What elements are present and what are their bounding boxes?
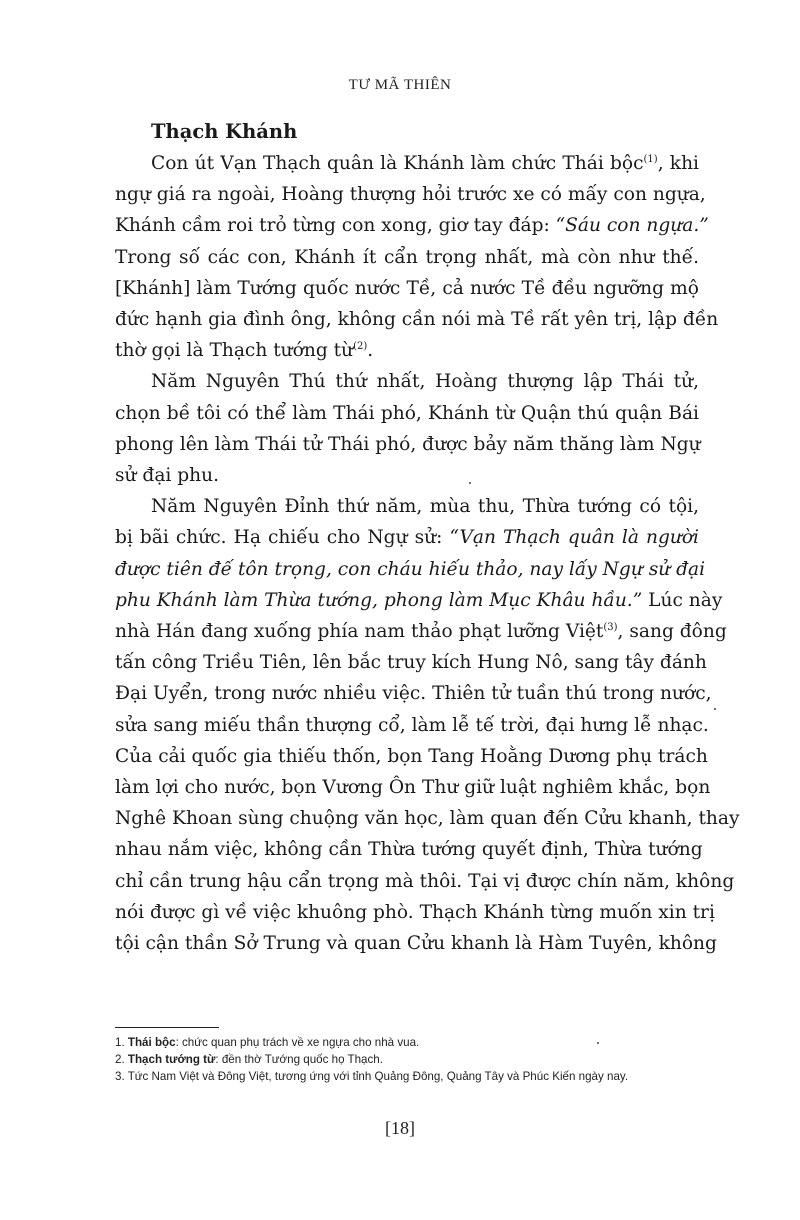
footnote-ref[interactable]: (3) (603, 622, 618, 634)
paragraph (115, 491, 740, 959)
text-line: ngự giá ra ngoài, Hoàng thượng hỏi trước xe có mấy con ngựa, (115, 184, 706, 206)
footnote-term: Thạch tướng từ (127, 1053, 216, 1066)
text-line: làm lợi cho nước, bọn Vương Ôn Thư giữ luật nghiêm khắc, bọn (115, 777, 711, 799)
text-line: đức hạnh gia đình ông, không cần nói mà Tề rất yên trị, lập đền (115, 309, 719, 331)
paragraph (115, 148, 719, 366)
text-line: Nghê Khoan sùng chuộng văn học, làm quan đến Cửu khanh, thay (115, 808, 740, 830)
text-line: nói được gì về việc khuông phò. Thạch Khánh từng muốn xin trị (115, 901, 715, 923)
text-line: nhà Hán đang xuống phía nam thảo phạt lưỡng Việt$^{(3)}$, sang đông (115, 621, 727, 643)
text-line: Đại Uyển, trong nước nhiều việc. Thiên tử tuần thú trong nước, (115, 683, 712, 705)
paragraph (115, 366, 699, 491)
running-head: TƯ MÃ THIÊN (348, 77, 452, 93)
scan-speck (597, 1042, 599, 1044)
footnote: 3. Tức Nam Việt và Đông Việt, tương ứng với tỉnh Quảng Đông, Quảng Tây và Phúc Kiến ngày nay. (115, 1070, 629, 1083)
footnote: 1. Thái bộc: chức quan phụ trách về xe ngựa cho nhà vua. (115, 1036, 420, 1049)
quote: phu Khánh làm Thừa tướng, phong làm Mục Khâu hầu.” (115, 589, 643, 611)
quote: “Vạn Thạch quân là người (449, 527, 699, 549)
text-line: nhau nắm việc, không cần Thừa tướng quyết định, Thừa tướng (115, 839, 703, 861)
body-text (115, 116, 740, 959)
footnote: 2. Thạch tướng từ: đền thờ Tướng quốc họ Thạch. (115, 1053, 383, 1066)
text-line: phu Khánh làm Thừa tướng, phong làm Mục Khâu hầu.” Lúc này (115, 589, 723, 611)
page-number: [18] (385, 1118, 415, 1138)
text-line: tội cận thần Sở Trung và quan Cửu khanh là Hàm Tuyên, không (115, 933, 717, 955)
text-line: chỉ cần trung hậu cẩn trọng mà thôi. Tại vị được chín năm, không (115, 870, 735, 892)
text-line: Của cải quốc gia thiếu thốn, bọn Tang Hoằng Dương phụ trách (115, 745, 708, 767)
text-line: bị bãi chức. Hạ chiếu cho Ngự sử: “Vạn Thạch quân là người (115, 527, 699, 549)
section-title: Thạch Khánh (151, 120, 298, 143)
text-line: Khánh cầm roi trỏ từng con xong, giơ tay đáp: “Sáu con ngựa.” (115, 215, 709, 237)
quote: “Sáu con ngựa.” (555, 215, 709, 237)
text-line: tấn công Triều Tiên, lên bắc truy kích Hung Nô, sang tây đánh (115, 652, 707, 674)
scan-speck (714, 708, 716, 710)
quote: được tiên đế tôn trọng, con cháu hiếu thảo, nay lấy Ngự sử đại (115, 558, 706, 580)
text-line: Năm Nguyên Thú thứ nhất, Hoàng thượng lập Thái tử, (151, 371, 699, 393)
text-line: Năm Nguyên Đỉnh thứ năm, mùa thu, Thừa tướng có tội, (151, 496, 699, 518)
scan-speck (469, 482, 471, 484)
text-line: chọn bề tôi có thể làm Thái phó, Khánh từ Quận thú quận Bái (115, 402, 699, 424)
text-line: sử đại phu. (115, 465, 220, 487)
text-line: thờ gọi là Thạch tướng từ$^{(2)}$. (115, 340, 374, 362)
text-line: Trong số các con, Khánh ít cẩn trọng nhất, mà còn như thế. (115, 246, 699, 268)
footnote-ref[interactable]: (1) (643, 154, 658, 165)
text-line: Con út Vạn Thạch quân là Khánh làm chức Thái bộc$^{(1)}$, khi (151, 153, 699, 174)
text-line: sửa sang miếu thần thượng cổ, làm lễ tế trời, đại hưng lễ nhạc. (115, 714, 709, 736)
footnotes (115, 1034, 715, 1085)
footnote-divider (115, 1027, 219, 1028)
text-line (115, 554, 706, 585)
text-line: [Khánh] làm Tướng quốc nước Tề, cả nước Tề đều ngưỡng mộ (115, 277, 699, 299)
footnote-ref[interactable]: (2) (353, 341, 368, 353)
text-line: phong lên làm Thái tử Thái phó, được bảy năm thăng làm Ngự (115, 433, 701, 455)
footnote-term: Thái bộc (127, 1036, 176, 1049)
